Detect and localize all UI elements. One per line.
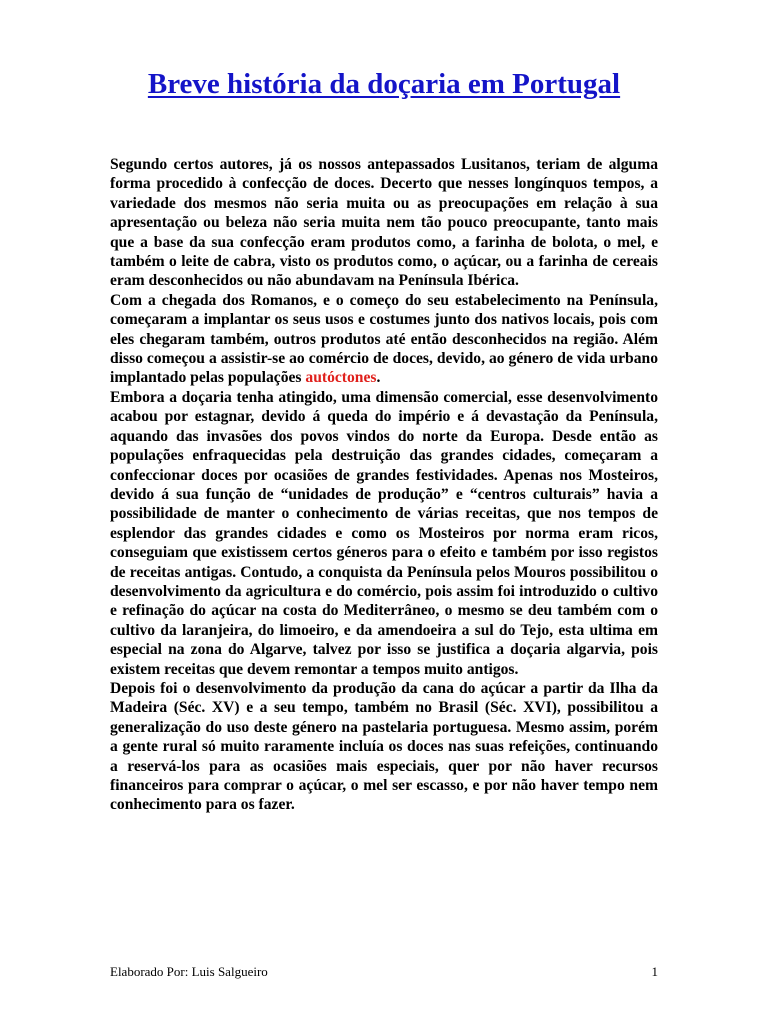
document-title: Breve história da doçaria em Portugal [147, 68, 621, 100]
highlighted-word: autóctones [305, 369, 377, 387]
paragraph-3: Embora a doçaria tenha atingido, uma dimensão comercial, esse desenvolvimento acabou por estagnar, devido á queda do império e á devastação da Península, aquando das invasões dos povos vindos do norte da Europa. Desde então as populações enfraquecidas pela destruição das grandes cidades, começaram a confeccionar doces por ocasiões de grandes festividades. Apenas nos Mosteiros, devido á sua função de “unidades de produção” e “centros culturais” havia a possibilidade de manter o conhecimento de várias receitas, que nos tempos de esplendor das grandes cidades e como os Mosteiros por norma eram ricos, conseguiam que existissem certos géneros para o efeito e também por isso registos de receitas antigas. Contudo, a conquista da Península pelos Mouros possibilitou o desenvolvimento da agricultura e do comércio, pois assim foi introduzido o cultivo e refinação do açúcar na costa do Mediterrâneo, o mesmo se deu também com o cultivo da laranjeira, do limoeiro, e da amendoeira a sul do Tejo, esta ultima em especial na zona do Algarve, talvez por isso se justifica a doçaria algarvia, pois existem receitas que devem remontar a tempos muito antigos. [110, 388, 658, 678]
paragraph-2-end: . [376, 369, 381, 387]
paragraph-1: Segundo certos autores, já os nossos antepassados Lusitanos, teriam de alguma forma procedido à confecção de doces. Decerto que nesses longínquos tempos, a variedade dos mesmos não seria muita ou as preocupações em relação à sua apresentação ou beleza não seria muita nem tão pouco preocupante, tanto mais que a base da sua confecção eram produtos como, a farinha de bolota, o mel, e também o leite de cabra, visto os produtos como, o açúcar, ou a farinha de cereais eram desconhecidos ou não abundavam na Península Ibérica. [110, 156, 658, 290]
footer-author: Elaborado Por: Luis Salgueiro [110, 964, 268, 979]
paragraph-2 [110, 291, 658, 388]
document-body [110, 155, 658, 815]
paragraph-4: Depois foi o desenvolvimento da produção da cana do açúcar a partir da Ilha da Madeira (Séc. XV) e a seu tempo, também no Brasil (Séc. XVI), possibilitou a generalização do uso deste género na pastelaria portuguesa. Mesmo assim, porém a gente rural só muito raramente incluía os doces nas suas refeições, continuando a reservá-los para as ocasiões mais especiais, quer por não haver recursos financeiros para comprar o açúcar, o mel ser escasso, e por não haver tempo nem conhecimento para os fazer. [110, 679, 658, 814]
page-number: 1 [651, 964, 658, 979]
paragraph-2-text: Com a chegada dos Romanos, e o começo do seu estabelecimento na Península, começaram a implantar os seus usos e costumes junto dos nativos locais, pois com eles chegaram também, outros produtos até então desconhecidos na região. Além disso começou a assistir-se ao comércio de doces, devido, ao género de vida urbano implantado pelas populações [110, 291, 658, 387]
